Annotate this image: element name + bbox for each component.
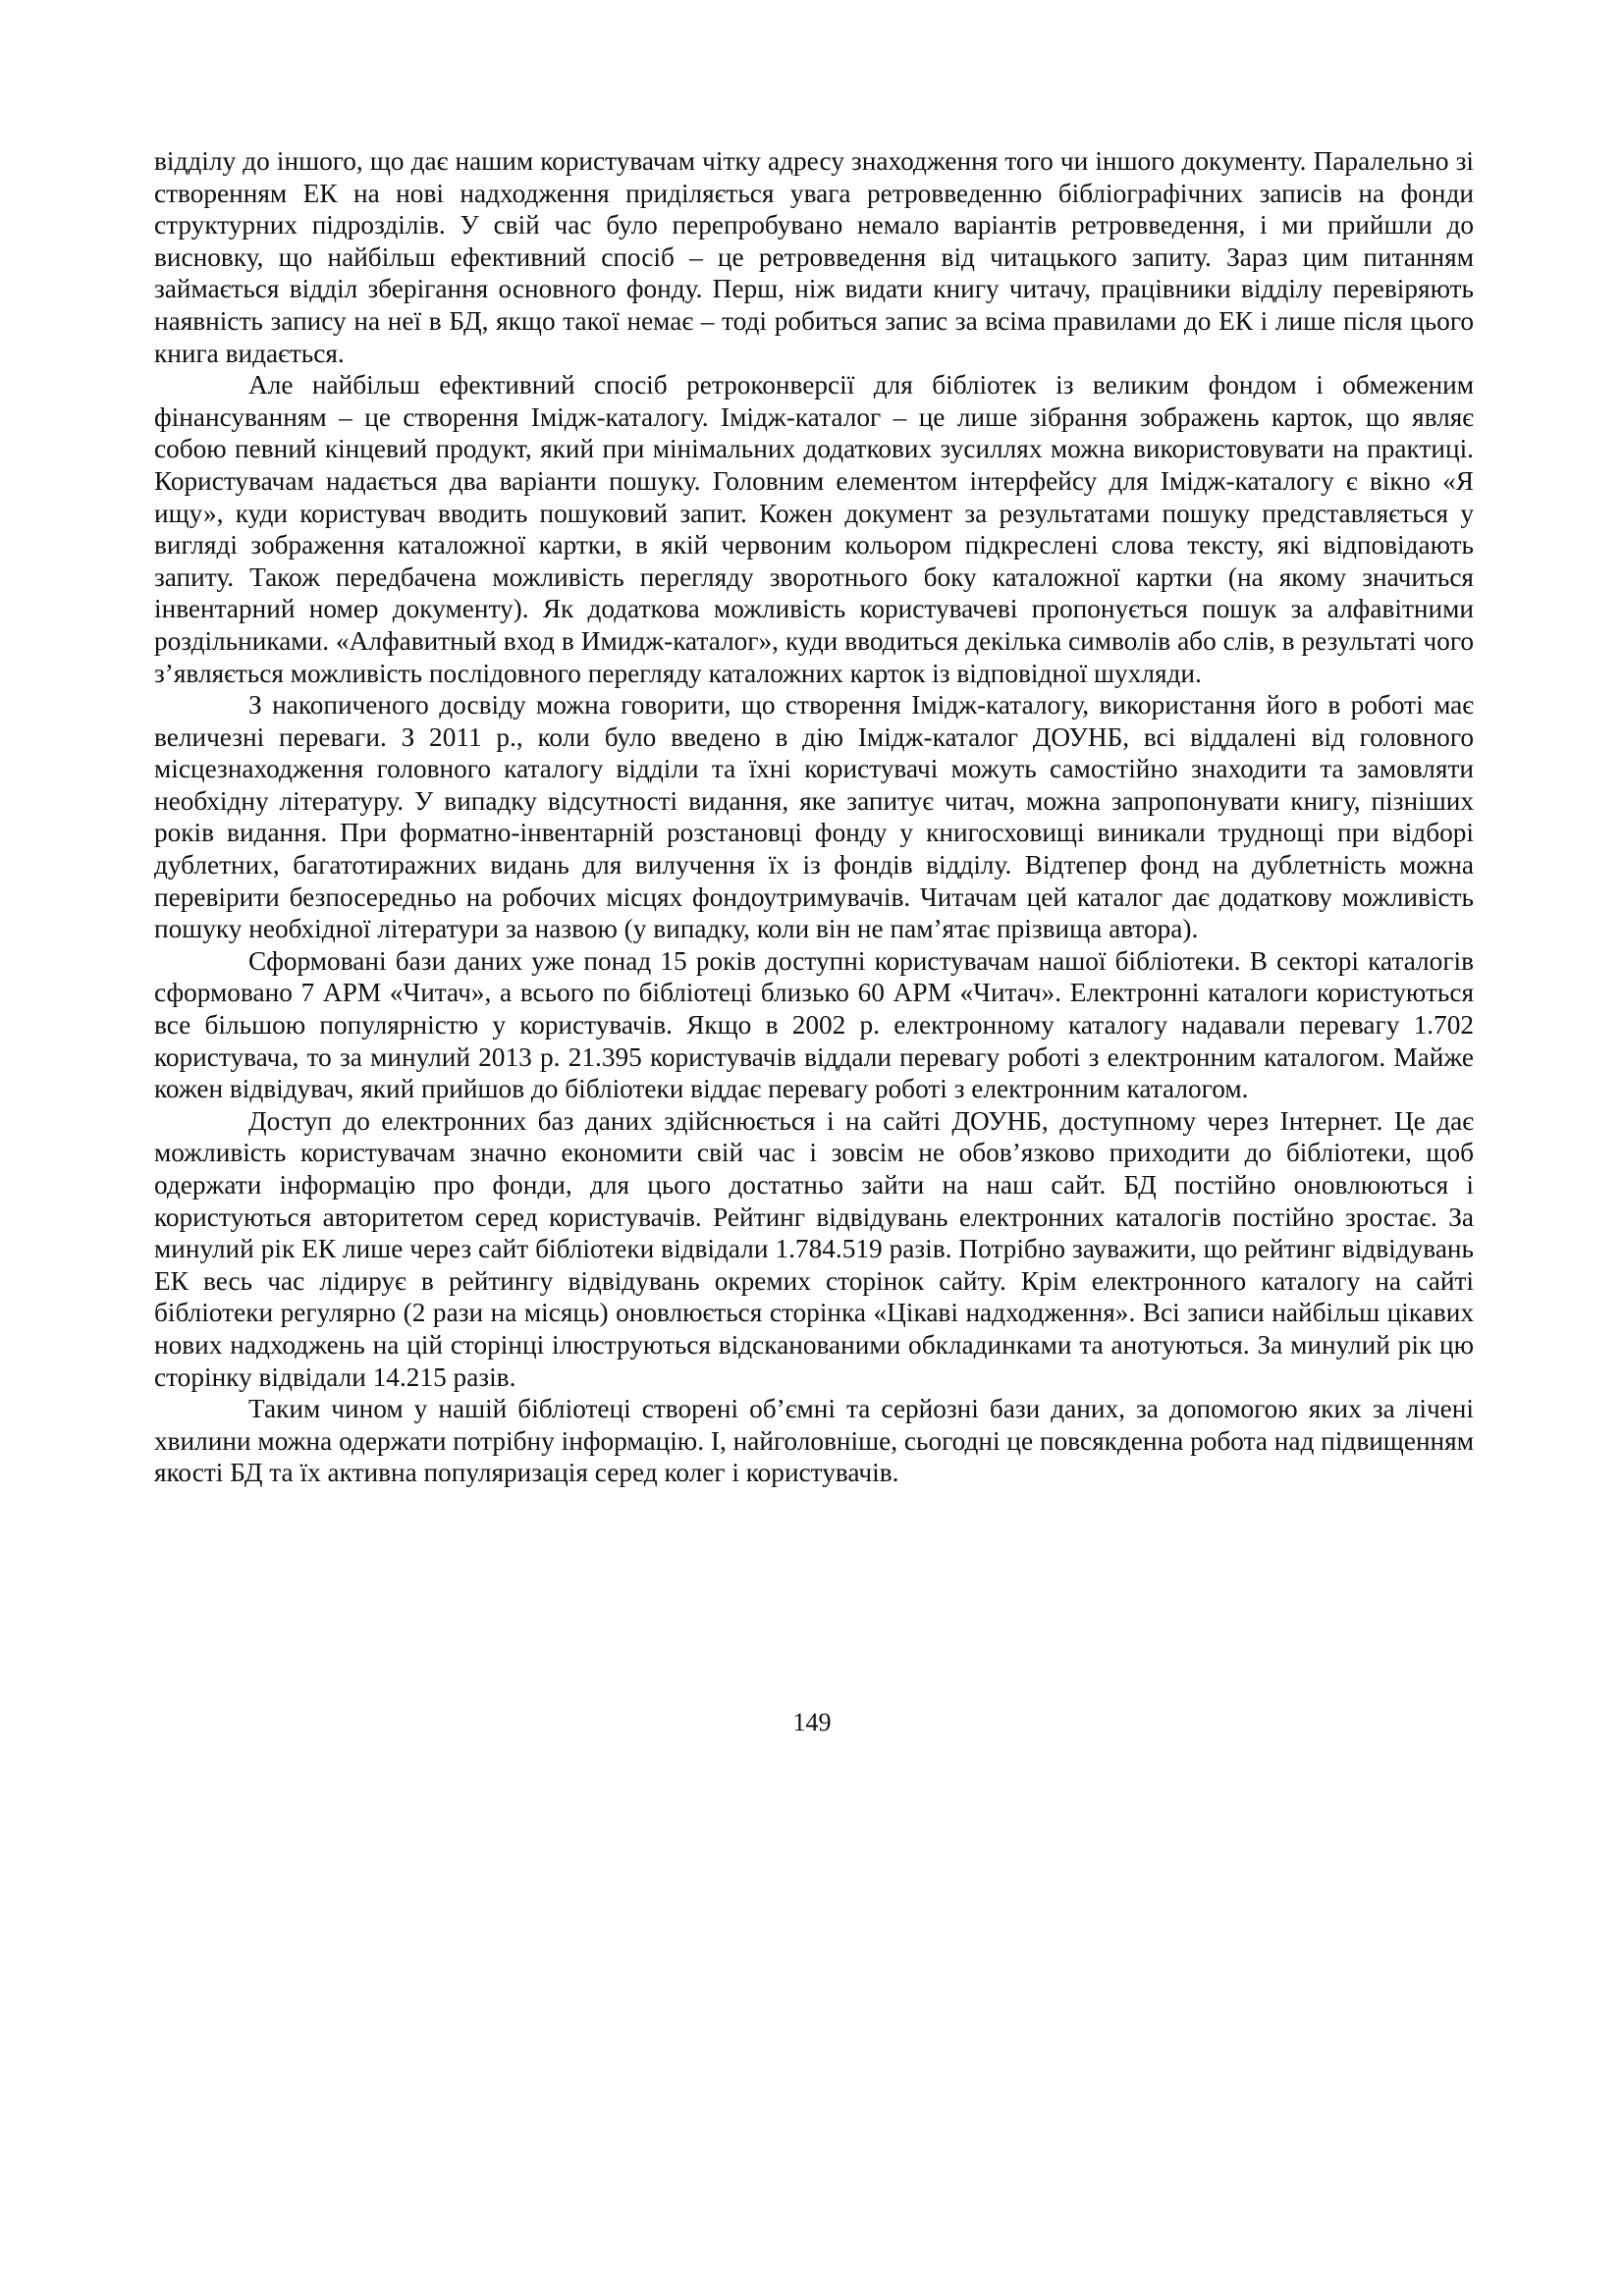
page-body	[154, 145, 1474, 1489]
page-number: 149	[792, 1708, 832, 1736]
paragraph-1: відділу до іншого, що дає нашим користувачам чітку адресу знаходження того чи іншого документу. Паралельно зі створенням ЕК на нові надходження приділяється увага ретровведенню бібліографічних записів на фонди структурних підрозділів. У свій час було перепробувано немало варіантів ретровведення, і ми прийшли до висновку, що найбільш ефективний спосіб – це ретровведення від читацького запиту. Зараз цим питанням займається відділ зберігання основного фонду. Перш, ніж видати книгу читачу, працівники відділу перевіряють наявність запису на неї в БД, якщо такої немає – тоді робиться запис за всіма правилами до ЕК і лише після цього книга видається.	[154, 146, 1474, 368]
paragraph-5: Доступ до електронних баз даних здійснюється і на сайті ДОУНБ, доступному через Інтернет. Це дає можливість користувачам значно економити свій час і зовсім не обов’язково приходити до бібліотеки, щоб одержати інформацію про фонди, для цього достатньо зайти на наш сайт. БД постійно оновлюються і користуються авторитетом серед користувачів. Рейтинг відвідувань електронних каталогів постійно зростає. За минулий рік ЕК лише через сайт бібліотеки відвідали 1.784.519 разів. Потрібно зауважити, що рейтинг відвідувань ЕК весь час лідирує в рейтингу відвідувань окремих сторінок сайту. Крім електронного каталогу на сайті бібліотеки регулярно (2 рази на місяць) оновлюється сторінка «Цікаві надходження». Всі записи найбільш цікавих нових надходжень на цій сторінці ілюструються відсканованими обкладинками та анотуються. За минулий рік цю сторінку відвідали 14.215 разів.	[154, 1105, 1474, 1392]
paragraph-2: Але найбільш ефективний спосіб ретроконверсії для бібліотек із великим фондом і обмеженим фінансуванням – це створення Імідж-каталогу. Імідж-каталог – це лише зібрання зображень карток, що являє собою певний кінцевий продукт, який при мінімальних додаткових зусиллях можна використовувати на практиці. Користувачам надається два варіанти пошуку. Головним елементом інтерфейсу для Імідж-каталогу є вікно «Я ищу», куди користувач вводить пошуковий запит. Кожен документ за результатами пошуку представляється у вигляді зображення каталожної картки, в якій червоним кольором підкреслені слова тексту, які відповідають запиту. Також передбачена можливість перегляду зворотнього боку каталожної картки (на якому значиться інвентарний номер документу). Як додаткова можливість користувачеві пропонується пошук за алфавітними роздільниками. «Алфавитный вход в Имидж-каталог», куди вводиться декілька символів або слів, в результаті чого з’являється можливість послідовного перегляду каталожних карток із відповідної шухляди.	[154, 370, 1474, 688]
paragraph-3: З накопиченого досвіду можна говорити, що створення Імідж-каталогу, використання його в роботі має величезні переваги. З 2011 р., коли було введено в дію Імідж-каталог ДОУНБ, всі віддалені від головного місцезнаходження головного каталогу відділи та їхні користувачі можуть самостійно знаходити та замовляти необхідну літературу. У випадку відсутності видання, яке запитує читач, можна запропонувати книгу, пізніших років видання. При форматно-інвентарній розстановці фонду у книгосховищі виникали труднощі при відборі дублетних, багатотиражних видань для вилучення їх із фондів відділу. Відтепер фонд на дублетність можна перевірити безпосередньо на робочих місцях фондоутримувачів. Читачам цей каталог дає додаткову можливість пошуку необхідної літератури за назвою (у випадку, коли він не пам’ятає прізвища автора).	[154, 690, 1474, 944]
paragraph-4: Сформовані бази даних уже понад 15 років доступні користувачам нашої бібліотеки. В секторі каталогів сформовано 7 АРМ «Читач», а всього по бібліотеці близько 60 АРМ «Читач». Електронні каталоги користуються все більшою популярністю у користувачів. Якщо в 2002 р. електронному каталогу надавали перевагу 1.702 користувача, то за минулий 2013 р. 21.395 користувачів віддали перевагу роботі з електронним каталогом. Майже кожен відвідувач, який прийшов до бібліотеки віддає перевагу роботі з електронним каталогом.	[154, 945, 1474, 1104]
paragraph-6: Таким чином у нашій бібліотеці створені об’ємні та серйозні бази даних, за допомогою яких за лічені хвилини можна одержати потрібну інформацію. І, найголовніше, сьогодні це повсякденна робота над підвищенням якості БД та їх активна популяризація серед колег і користувачів.	[154, 1394, 1474, 1488]
